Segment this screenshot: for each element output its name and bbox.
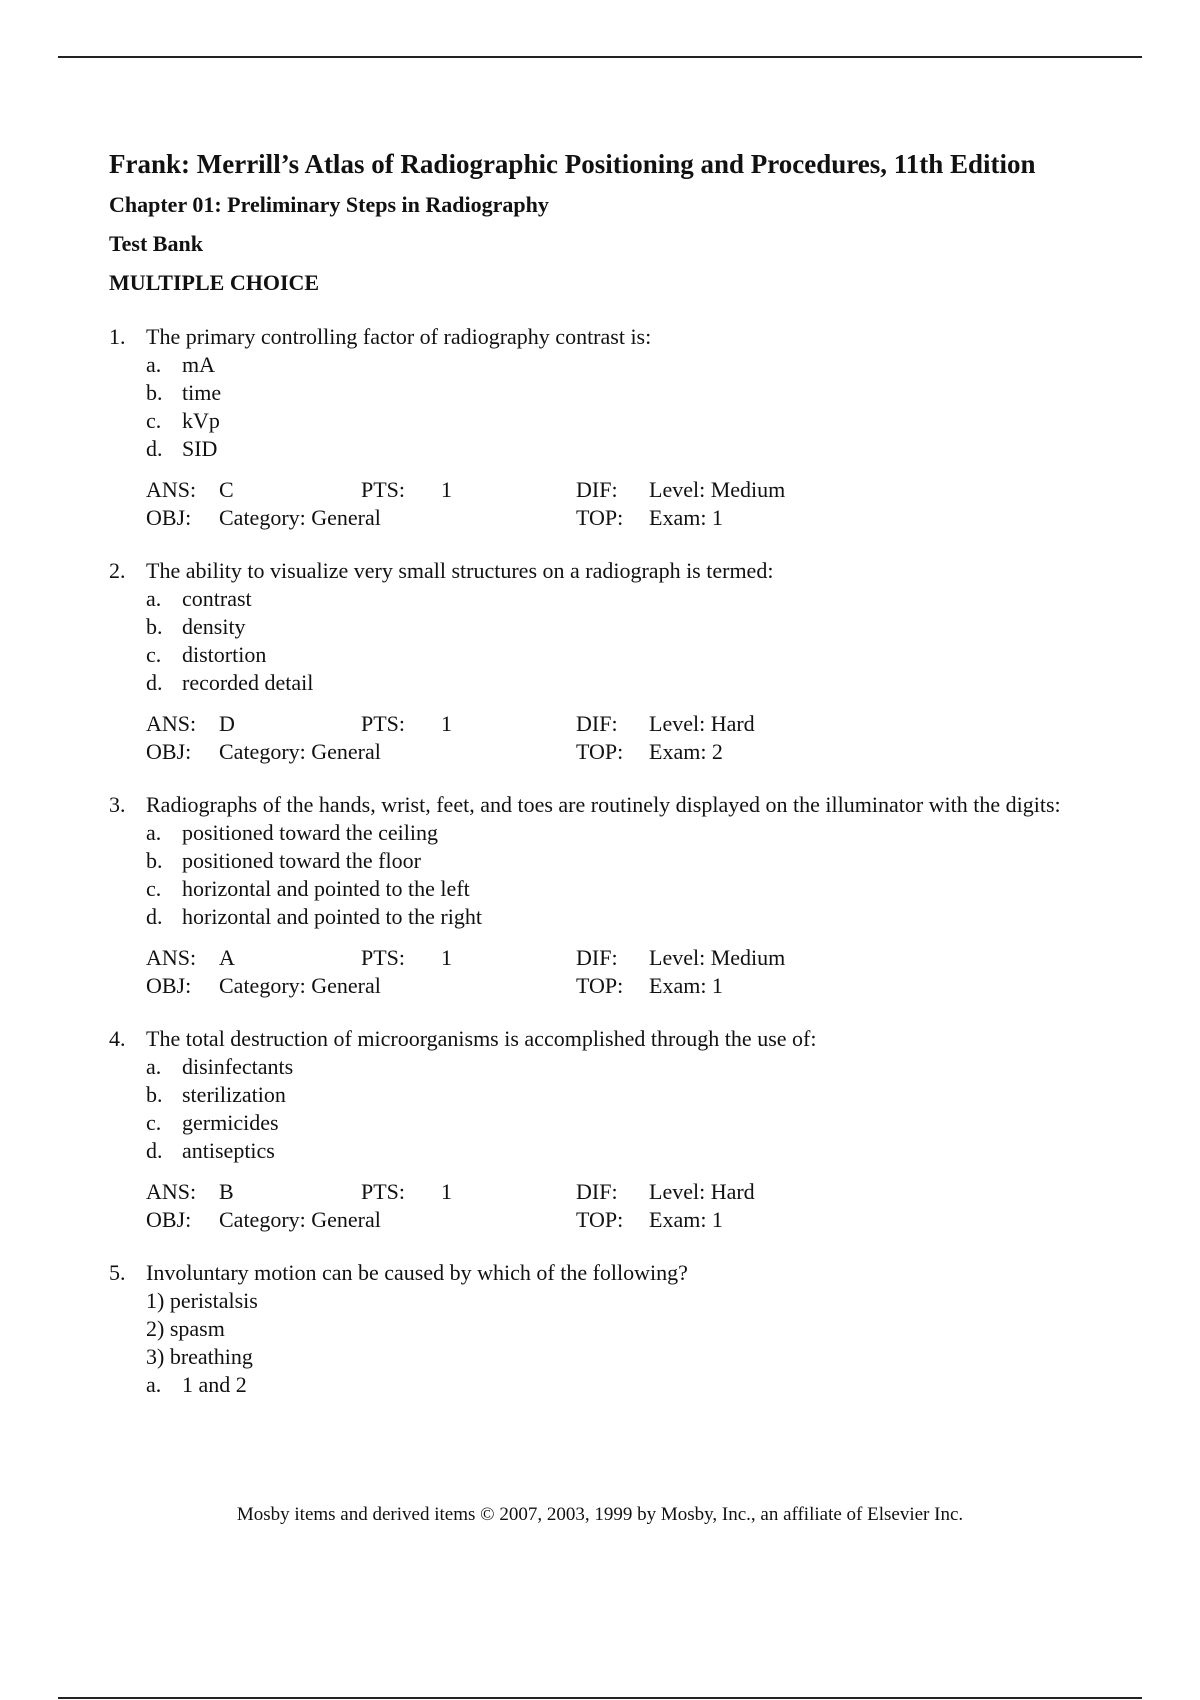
question-number: 1.: [109, 324, 126, 349]
answer-choice: [146, 585, 1109, 613]
pts-value: 1: [441, 1179, 452, 1204]
answer-choice: [146, 669, 1109, 697]
bottom-rule: [58, 1697, 1142, 1699]
choice-text: horizontal and pointed to the left: [182, 876, 470, 901]
numbered-item: 3) breathing: [146, 1344, 253, 1369]
question-3: [109, 791, 1109, 1000]
question-number: 3.: [109, 792, 126, 817]
question-number: 4.: [109, 1026, 126, 1051]
question-text: The primary controlling factor of radiography contrast is:: [146, 324, 652, 349]
obj-value: Category: General: [219, 739, 381, 764]
choice-letter: d.: [146, 436, 163, 461]
choice-text: distortion: [182, 642, 267, 667]
answer-choice: [146, 641, 1109, 669]
dif-label: DIF:: [576, 1179, 618, 1204]
dif-label: DIF:: [576, 945, 618, 970]
choice-text: germicides: [182, 1110, 279, 1135]
top-value: Exam: 1: [649, 1207, 723, 1232]
choice-letter: b.: [146, 614, 163, 639]
dif-value: Level: Medium: [649, 945, 786, 970]
question-number: 5.: [109, 1260, 126, 1285]
dif-value: Level: Medium: [649, 477, 786, 502]
ans-label: ANS:: [146, 711, 197, 736]
choice-letter: d.: [146, 1138, 163, 1163]
answer-choice: [146, 1137, 1109, 1165]
dif-label: DIF:: [576, 477, 618, 502]
question-text: The ability to visualize very small structures on a radiograph is termed:: [146, 558, 774, 583]
answer-choices: [146, 351, 1109, 463]
answer-metadata: [146, 476, 1109, 532]
pts-value: 1: [441, 711, 452, 736]
document-title: Frank: Merrill’s Atlas of Radiographic Positioning and Procedures, 11th Edition: [109, 149, 1036, 179]
ans-value: D: [219, 711, 235, 736]
choice-letter: d.: [146, 904, 163, 929]
question-5: [109, 1259, 1109, 1399]
choice-text: recorded detail: [182, 670, 314, 695]
pts-label: PTS:: [361, 477, 406, 502]
obj-label: OBJ:: [146, 973, 192, 998]
top-label: TOP:: [576, 973, 624, 998]
choice-letter: a.: [146, 352, 162, 377]
obj-value: Category: General: [219, 1207, 381, 1232]
question-text: Radiographs of the hands, wrist, feet, and toes are routinely displayed on the illuminator with the digits:: [146, 792, 1061, 817]
answer-metadata: [146, 1178, 1109, 1234]
top-label: TOP:: [576, 1207, 624, 1232]
top-value: Exam: 1: [649, 973, 723, 998]
choice-letter: a.: [146, 1372, 162, 1397]
obj-label: OBJ:: [146, 739, 192, 764]
ans-label: ANS:: [146, 1179, 197, 1204]
answer-choice: [146, 875, 1109, 903]
choice-letter: c.: [146, 642, 162, 667]
obj-value: Category: General: [219, 973, 381, 998]
answer-choice: [146, 847, 1109, 875]
pts-label: PTS:: [361, 1179, 406, 1204]
answer-choice: [146, 903, 1109, 931]
numbered-items: [146, 1287, 1109, 1371]
choice-text: kVp: [182, 408, 220, 433]
page-content: [109, 144, 1109, 1424]
answer-choice: [146, 379, 1109, 407]
choice-letter: c.: [146, 876, 162, 901]
pts-value: 1: [441, 477, 452, 502]
answer-choices: [146, 1053, 1109, 1165]
choice-text: time: [182, 380, 222, 405]
chapter-title: Chapter 01: Preliminary Steps in Radiography: [109, 192, 549, 217]
choice-text: horizontal and pointed to the right: [182, 904, 482, 929]
numbered-item: 1) peristalsis: [146, 1288, 258, 1313]
copyright-footer: Mosby items and derived items © 2007, 2003, 1999 by Mosby, Inc., an affiliate of Elsevier Inc.: [236, 1504, 964, 1525]
top-value: Exam: 1: [649, 505, 723, 530]
choice-text: contrast: [182, 586, 252, 611]
question-text: Involuntary motion can be caused by which of the following?: [146, 1260, 688, 1285]
question-list: [109, 323, 1109, 1399]
choice-letter: a.: [146, 820, 162, 845]
question-text: The total destruction of microorganisms is accomplished through the use of:: [146, 1026, 817, 1051]
obj-value: Category: General: [219, 505, 381, 530]
ans-value: A: [219, 945, 235, 970]
obj-label: OBJ:: [146, 1207, 192, 1232]
ans-value: C: [219, 477, 234, 502]
choice-letter: d.: [146, 670, 163, 695]
choice-text: antiseptics: [182, 1138, 275, 1163]
dif-value: Level: Hard: [649, 1179, 755, 1204]
ans-label: ANS:: [146, 477, 197, 502]
top-rule: [58, 56, 1142, 58]
answer-metadata: [146, 710, 1109, 766]
choice-text: 1 and 2: [182, 1372, 247, 1397]
answer-choice: [146, 1371, 1109, 1399]
answer-choice: [146, 1081, 1109, 1109]
answer-choices: [146, 1371, 1109, 1399]
pts-label: PTS:: [361, 945, 406, 970]
top-label: TOP:: [576, 505, 624, 530]
choice-letter: b.: [146, 848, 163, 873]
answer-choice: [146, 819, 1109, 847]
answer-choice: [146, 351, 1109, 379]
top-value: Exam: 2: [649, 739, 723, 764]
choice-text: disinfectants: [182, 1054, 294, 1079]
question-4: [109, 1025, 1109, 1234]
pts-label: PTS:: [361, 711, 406, 736]
choice-letter: c.: [146, 408, 162, 433]
choice-text: SID: [182, 436, 218, 461]
section-heading: MULTIPLE CHOICE: [109, 270, 320, 295]
choice-letter: b.: [146, 380, 163, 405]
choice-text: sterilization: [182, 1082, 286, 1107]
test-bank-label: Test Bank: [109, 231, 203, 256]
answer-choice: [146, 1053, 1109, 1081]
question-2: [109, 557, 1109, 766]
answer-choice: [146, 435, 1109, 463]
pts-value: 1: [441, 945, 452, 970]
choice-letter: c.: [146, 1110, 162, 1135]
answer-choice: [146, 613, 1109, 641]
answer-metadata: [146, 944, 1109, 1000]
obj-label: OBJ:: [146, 505, 192, 530]
answer-choice: [146, 407, 1109, 435]
choice-text: density: [182, 614, 246, 639]
answer-choices: [146, 585, 1109, 697]
ans-value: B: [219, 1179, 234, 1204]
ans-label: ANS:: [146, 945, 197, 970]
dif-label: DIF:: [576, 711, 618, 736]
question-1: [109, 323, 1109, 532]
question-number: 2.: [109, 558, 126, 583]
choice-letter: a.: [146, 1054, 162, 1079]
dif-value: Level: Hard: [649, 711, 755, 736]
numbered-item: 2) spasm: [146, 1316, 225, 1341]
choice-text: positioned toward the floor: [182, 848, 421, 873]
answer-choices: [146, 819, 1109, 931]
choice-letter: a.: [146, 586, 162, 611]
top-label: TOP:: [576, 739, 624, 764]
choice-text: mA: [182, 352, 215, 377]
choice-text: positioned toward the ceiling: [182, 820, 438, 845]
choice-letter: b.: [146, 1082, 163, 1107]
answer-choice: [146, 1109, 1109, 1137]
